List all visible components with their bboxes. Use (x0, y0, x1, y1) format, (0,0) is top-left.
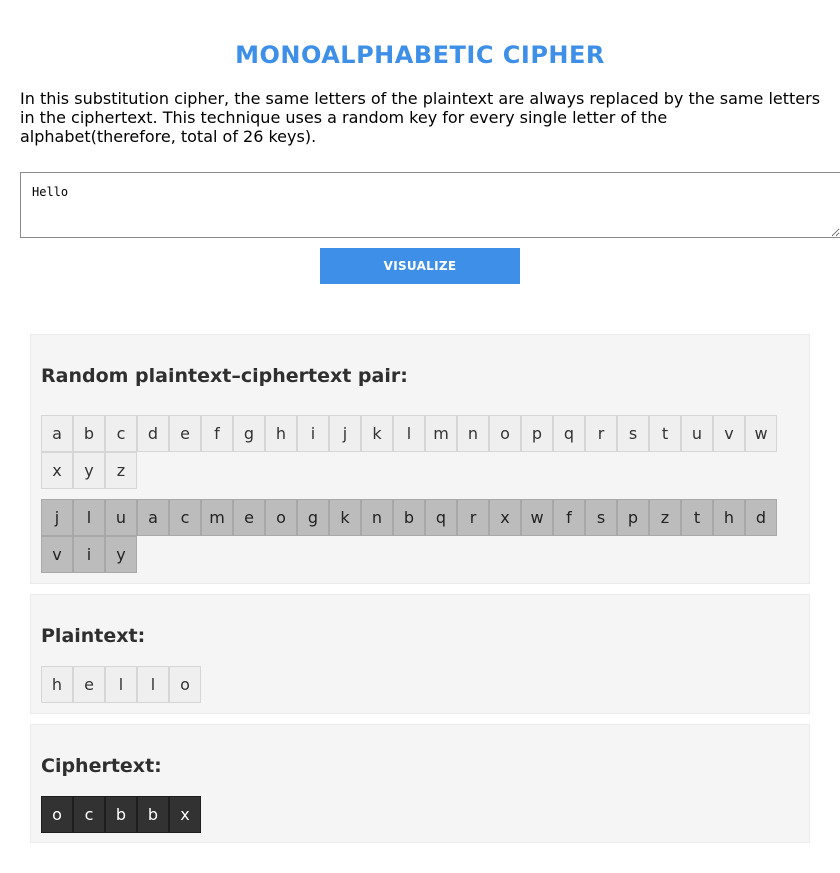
plain-alphabet-cell: l (393, 415, 425, 452)
plain-alphabet-cell: o (489, 415, 521, 452)
ciphertext-cell: o (41, 796, 73, 833)
plaintext-heading: Plaintext: (41, 625, 146, 647)
plain-alphabet-cell: a (41, 415, 73, 452)
plain-alphabet-cell: v (713, 415, 745, 452)
cipher-alphabet-cell: e (233, 499, 265, 536)
cipher-alphabet-cell: j (41, 499, 73, 536)
cipher-alphabet-cell: n (361, 499, 393, 536)
ciphertext-panel (30, 724, 810, 843)
plaintext-row (41, 666, 777, 703)
plain-alphabet-cell: x (41, 452, 73, 489)
plain-alphabet-cell: c (105, 415, 137, 452)
plain-alphabet-cell: f (201, 415, 233, 452)
ciphertext-row (41, 796, 777, 833)
plaintext-cell: l (137, 666, 169, 703)
plain-alphabet-cell: i (297, 415, 329, 452)
description-text: In this substitution cipher, the same letters of the plaintext are always replaced by the same letters in the ciphertext. This technique uses a random key for every single letter of the alphabet(therefore, total of 26 keys). (20, 89, 821, 146)
plain-alphabet-cell: j (329, 415, 361, 452)
cipher-alphabet-cell: q (425, 499, 457, 536)
cipher-alphabet-cell: y (105, 536, 137, 573)
cipher-alphabet-cell: o (265, 499, 297, 536)
cipher-alphabet-cell: p (617, 499, 649, 536)
plain-alphabet-cell: q (553, 415, 585, 452)
plain-alphabet-cell: g (233, 415, 265, 452)
ciphertext-heading: Ciphertext: (41, 755, 162, 777)
plain-alphabet-cell: n (457, 415, 489, 452)
plain-alphabet-cell: m (425, 415, 457, 452)
ciphertext-cell: x (169, 796, 201, 833)
plain-alphabet-cell: w (745, 415, 777, 452)
cipher-alphabet-cell: v (41, 536, 73, 573)
visualize-button[interactable]: VISUALIZE (320, 248, 520, 284)
plain-alphabet-cell: u (681, 415, 713, 452)
cipher-alphabet-cell: i (73, 536, 105, 573)
plain-alphabet-cell: s (617, 415, 649, 452)
ciphertext-cell: c (73, 796, 105, 833)
cipher-alphabet-cell: s (585, 499, 617, 536)
cipher-alphabet-cell: d (745, 499, 777, 536)
plain-alphabet-cell: p (521, 415, 553, 452)
cipher-alphabet-cell: a (137, 499, 169, 536)
key-pair-heading: Random plaintext–ciphertext pair: (41, 365, 408, 387)
plaintext-input[interactable] (20, 172, 840, 238)
cipher-alphabet-cell: f (553, 499, 585, 536)
cipher-alphabet-cell: m (201, 499, 233, 536)
plaintext-cell: h (41, 666, 73, 703)
plaintext-cell: l (105, 666, 137, 703)
ciphertext-cell: b (105, 796, 137, 833)
plain-alphabet-cell: t (649, 415, 681, 452)
plain-alphabet-cell: e (169, 415, 201, 452)
ciphertext-cell: b (137, 796, 169, 833)
plain-alphabet-cell: d (137, 415, 169, 452)
key-pair-panel (30, 334, 810, 584)
plain-alphabet-cell: r (585, 415, 617, 452)
plain-alphabet-cell: h (265, 415, 297, 452)
cipher-alphabet-cell: l (73, 499, 105, 536)
cipher-alphabet-cell: g (297, 499, 329, 536)
page-title: MONOALPHABETIC CIPHER (235, 41, 605, 69)
cipher-alphabet-cell: k (329, 499, 361, 536)
cipher-alphabet-cell: u (105, 499, 137, 536)
cipher-alphabet-cell: w (521, 499, 553, 536)
plaintext-panel (30, 594, 810, 714)
cipher-alphabet-cell: b (393, 499, 425, 536)
plain-alphabet-cell: y (73, 452, 105, 489)
cipher-alphabet-cell: x (489, 499, 521, 536)
cipher-alphabet-cell: z (649, 499, 681, 536)
plain-alphabet-row (41, 415, 777, 489)
plaintext-cell: e (73, 666, 105, 703)
plaintext-cell: o (169, 666, 201, 703)
cipher-alphabet-cell: h (713, 499, 745, 536)
cipher-alphabet-row (41, 499, 777, 573)
plain-alphabet-cell: z (105, 452, 137, 489)
cipher-alphabet-cell: t (681, 499, 713, 536)
cipher-alphabet-cell: r (457, 499, 489, 536)
plain-alphabet-cell: b (73, 415, 105, 452)
cipher-alphabet-cell: c (169, 499, 201, 536)
plain-alphabet-cell: k (361, 415, 393, 452)
